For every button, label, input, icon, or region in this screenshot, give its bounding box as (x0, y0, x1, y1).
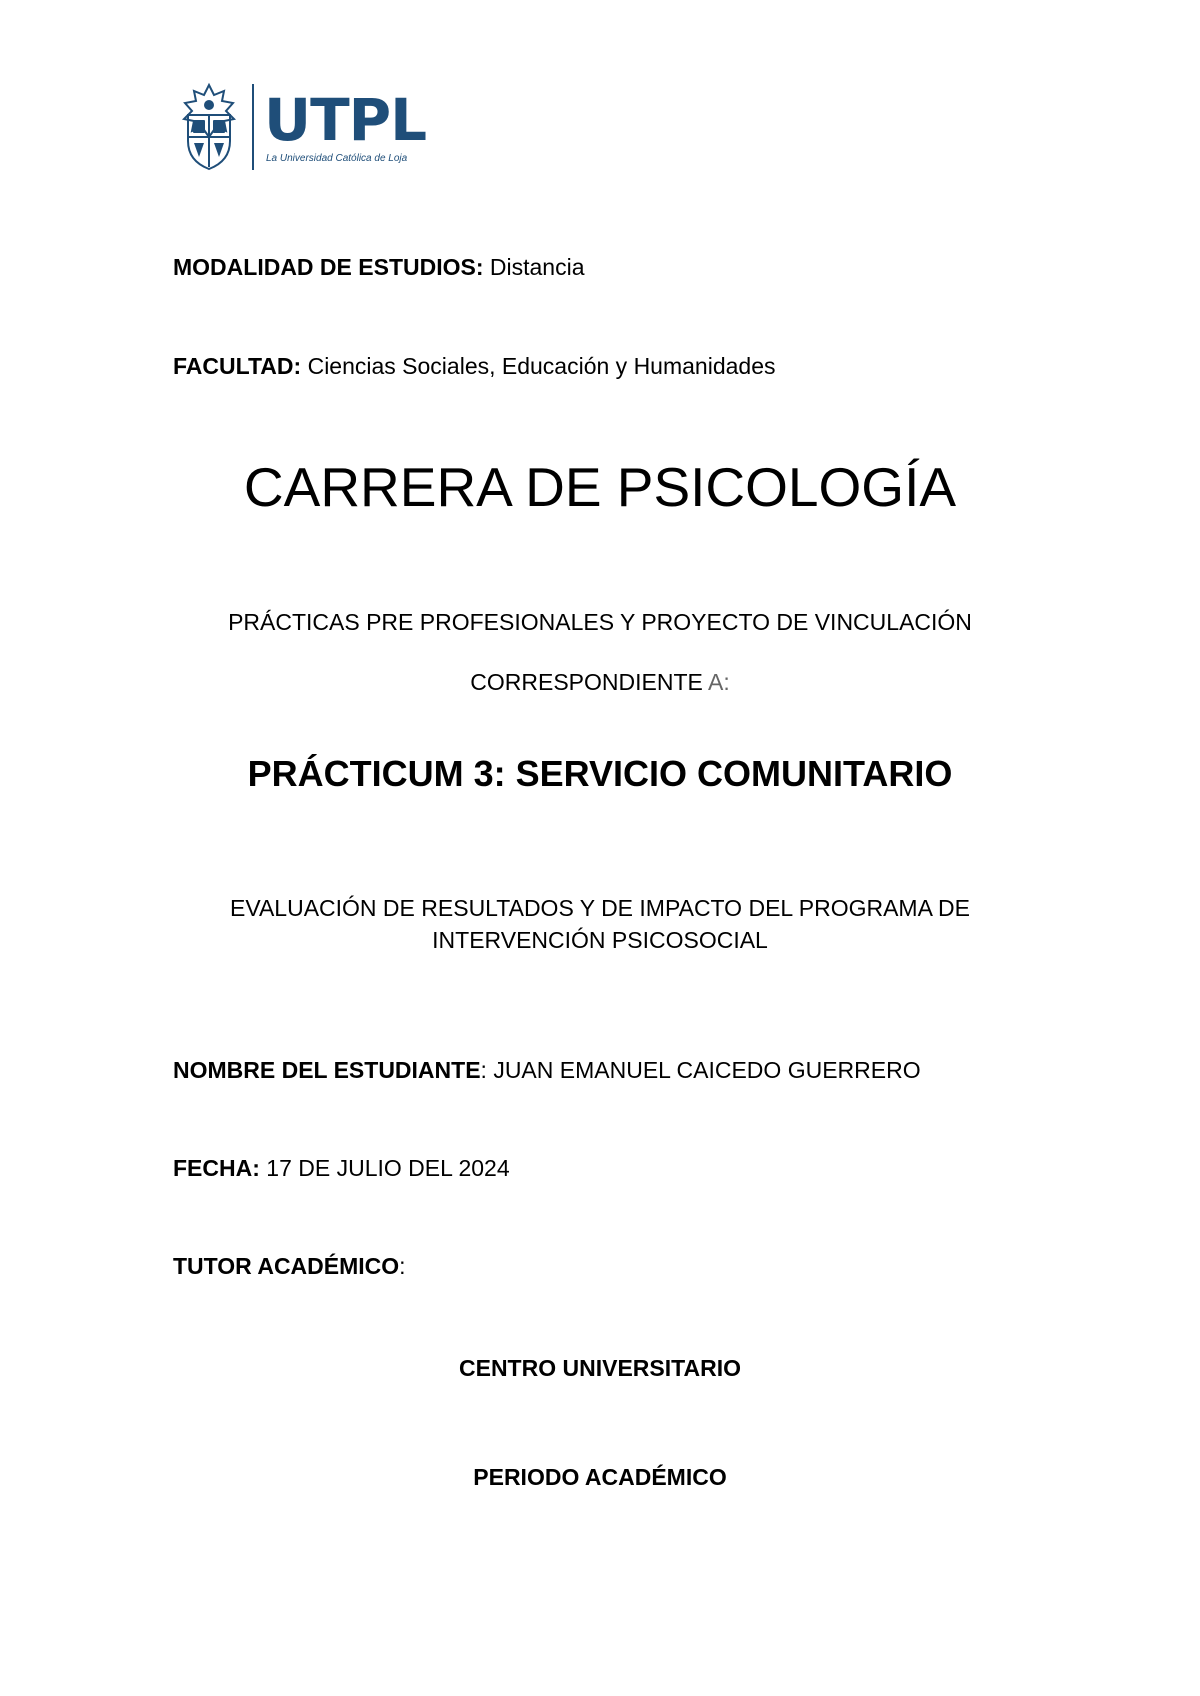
logo-tagline: La Universidad Católica de Loja (266, 152, 408, 164)
modalidad-label: MODALIDAD DE ESTUDIOS: (173, 254, 484, 280)
facultad-field (173, 353, 776, 380)
modalidad-field (173, 254, 584, 281)
facultad-label: FACULTAD: (173, 353, 302, 379)
practicum-title: PRÁCTICUM 3: SERVICIO COMUNITARIO (247, 753, 953, 794)
student-label: NOMBRE DEL ESTUDIANTE (173, 1057, 481, 1083)
student-field (173, 1057, 921, 1084)
logo-wordmark: UTPL (264, 85, 427, 154)
logo-divider (252, 84, 254, 170)
university-seal-icon (178, 81, 240, 173)
tutor-value: : (399, 1253, 406, 1279)
correspondiente-line (0, 669, 1200, 696)
practicas-line: PRÁCTICAS PRE PROFESIONALES Y PROYECTO DE VINCULACIÓN (228, 609, 972, 635)
correspondiente-suffix: A: (707, 669, 730, 695)
fecha-field (173, 1155, 510, 1182)
periodo-academico: PERIODO ACADÉMICO (473, 1464, 727, 1490)
student-value: : JUAN EMANUEL CAICEDO GUERRERO (480, 1057, 921, 1083)
centro-universitario: CENTRO UNIVERSITARIO (459, 1355, 741, 1381)
facultad-value: Ciencias Sociales, Educación y Humanidades (301, 353, 776, 379)
tutor-field (173, 1253, 406, 1280)
fecha-label: FECHA: (173, 1155, 260, 1181)
evaluation-title-line1: EVALUACIÓN DE RESULTADOS Y DE IMPACTO DEL PROGRAMA DE (229, 895, 970, 921)
career-title: CARRERA DE PSICOLOGÍA (243, 456, 957, 518)
correspondiente-text: CORRESPONDIENTE (470, 669, 708, 695)
logo-text (264, 85, 427, 164)
utpl-logo (178, 78, 428, 176)
evaluation-title (0, 892, 1200, 956)
tutor-label: TUTOR ACADÉMICO (173, 1253, 400, 1279)
evaluation-title-line2: INTERVENCIÓN PSICOSOCIAL (432, 927, 768, 953)
modalidad-value: Distancia (483, 254, 585, 280)
fecha-value: 17 DE JULIO DEL 2024 (259, 1155, 510, 1181)
